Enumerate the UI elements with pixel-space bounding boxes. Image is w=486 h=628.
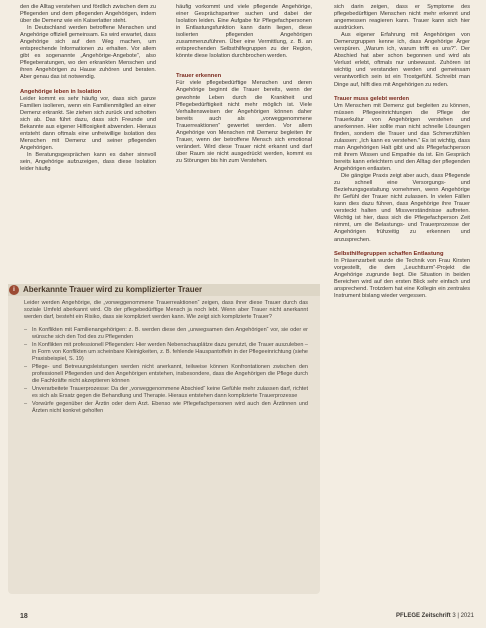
paragraph: Für viele pflegebedürftige Menschen und deren Angehörige beginnt die Trauer bereits, wenn der gewohnte Leben durch die Krankheit und Pflegebedürftigkeit nicht mehr möglich ist. Viele Verhaltensweisen der Angehörigen können daher bereits auch als „vorweggenommene Trauerreaktionen“ gewertet werden. Vor allem Angehörige von Menschen mit Demenz begleiten ihr Trauer, wenn der betroffene Mensch sich emotional verändert. Wird diese Trauer nicht erkannt und darf über Raum sie nicht ausgedrückt werden, kommt es zu Störungen bis hin zum Verstehen. [176, 80, 312, 164]
info-box [8, 284, 320, 594]
paragraph: In Deutschland werden betroffene Menschen und Angehörige offiziell gemeinsam. Es wird erwartet, dass Angehörige sich auf den Weg machen, um entsprechende Informationen zu erhalten. Vor allem gibt es sogenannte „Angehörige-Angebote“, also Pflegeberatungen, wo den erkrankten Menschen und ihren Angehörigen zu Hause zuhören und beraten. Aber genau das ist notwendig. [20, 25, 156, 81]
paragraph: sich darin zeigen, dass er Symptome des pflegebedürftigen Menschen nicht mehr erkennt und angemessen reagieren kann. Trauer kann sich hier ausdrücken. [334, 4, 470, 32]
paragraph: In Präsenzarbeit wurde die Technik von Frau Kirsten vorgestellt, die dem „Leuchtturm“-Projekt die Angehörige zugrunde liegt. Die Situation in beiden Bereichen wird auf den ersten Blick sehr einfach und ansprechend. Trotzdem hat eine Kollegin ein zentrales Instrument bislang wieder vergessen. [334, 257, 470, 299]
info-icon: i [9, 285, 19, 295]
list-item: – Vorwürfe gegenüber der Ärztin oder dem Arzt. Ebenso wie Pflegefachpersonen wird auch den Ärztinnen und Ärzten nicht konkret geholfen [24, 401, 308, 415]
issue-number: 3 | 2021 [452, 613, 474, 619]
list-item: – Pflege- und Betreuungsleistungen werden nicht anerkannt, teilweise können Konfrontationen zwischen den professionell Pflegenden und den Angehörigen entstehen, insbesondere, dass die Angehörigen die Pflege durch die Fachkräfte nicht akzeptieren können [24, 364, 308, 385]
info-box-title: Aberkannte Trauer wird zu komplizierter Trauer [23, 285, 203, 294]
paragraph: Um Menschen mit Demenz gut begleiten zu können, müssen Pflegeeinrichtungen die Pflege der Trauerkultur von Angehörigen verstehen und anerkennen. Hier sollte man nicht schnelle Lösungen finden, sondern die Trauer und das Schmerzfühlen zulassen: „Ich kann es verstehen.“ Es ist wichtig, dass man Angehörigen Halt gibt und als Pflegefachperson mit ihrem Wissen und Empathie da ist. Ein Gespräch bereits kann erleichtern und den Alltag der pflegenden Angehörigen entlasten. [334, 102, 470, 173]
section-heading: Angehörige leben in Isolation [20, 88, 102, 95]
info-box-list [24, 327, 308, 415]
text-column-1 [20, 4, 156, 173]
paragraph: Leider kommt es sehr häufig vor, dass sich ganze Familien isolieren, wenn ein Familienmitglied an einer Demenz erkrankt. Sie ziehen sich zurück und schotten sich ab. Das führt dazu, dass sich Freunde und Bekannte aus eigener Hilflosigkeit abwenden. Hieraus entsteht dann oftmals eine unfreiwillige Isolation des Menschen mit Demenz und seiner pflegenden Angehörigen. [20, 95, 156, 151]
text-column-3 [334, 4, 470, 624]
info-box-header [8, 284, 320, 296]
section-heading: Trauer muss gelebt werden [334, 95, 410, 102]
paragraph: Aus eigener Erfahrung mit Angehörigen von Demenzgruppen kenne ich, dass Angehörige Ärger verspüren. „Warum ich, warum trifft es uns?“. Der Abschied hat aber schon begonnen und wird als Verlust erlebt, oftmals nur unbewusst. Zuhören ist wichtig und verstanden werden und gemeinsam verantwortlich sein ist ein Trostgefühl. Schreibt man Dinge auf, hilft dies mit Angehörigen zu reden. [334, 32, 470, 88]
text-column-2 [176, 4, 312, 165]
list-item: – In Konflikten mit Familienangehörigen: z. B. werden diese den „unwegsamen den Angehörigen“ vor, sie oder er wünsche sich den Tod des zu Pflegenden [24, 327, 308, 341]
magazine-name: PFLEGE Zeitschrift [396, 613, 451, 619]
info-box-intro: Leider werden Angehörige, die „vorweggenommene Trauerreaktionen“ zeigen, dass ihrer diese Trauer durch das soziale Umfeld aberkannt wird. Ob der pflegebedürftige Mensch ja noch lebt. Wenn aber Trauer nicht anerkannt werden darf, besteht ein Risiko, dass sie kompliziert werden kann. Wie zeigt sich komplizierte Trauer? [24, 300, 308, 320]
paragraph: In Beratungsgesprächen kann es daher sinnvoll sein, Angehörige aufzuzeigen, dass diese Isolation leider häufig [20, 151, 156, 173]
section-heading: Trauer erkennen [176, 73, 222, 80]
paragraph: Die gängige Praxis zeigt aber auch, dass Pflegende zu schnell eine Versorgungs- und Beziehungsgestaltung vornehmen, wenn Angehörige ihr Gefühl der Trauer nicht zulassen. In vielen Fällen kann dies dazu führen, dass Angehörige ihre Trauer versteckt halten und Missverständnisse auftreten. Wichtig ist hier, dass sich die Pflegefachperson Zeit nimmt, um die Belastungs- und Trauerprozesse der Angehörigen frühzeitig zu erkennen und anzusprechen. [334, 173, 470, 243]
section-heading: Selbsthilfegruppen schaffen Entlastung [334, 250, 444, 257]
list-item: – In Konflikten mit professionell Pflegenden: Hier werden Nebenschauplätze dazu genutzt, die Trauer auszuleben – in Form von Konflikten um scheinbare Kleinigkeiten, z. B. fehlende Hauspantoffeln in der Pflegeeinrichtung (siehe Praxisbeispiel, S. 19) [24, 342, 308, 363]
info-box-body [24, 300, 308, 416]
page-number: 18 [20, 613, 28, 620]
paragraph: häufig vorkommt und viele pflegende Angehörige, einer Gesprächspartner suchen und dabei der Isolation leiden. Eine Aufgabe für Pflegefachpersonen in Entlastungsfunktion kann darin liegen, diese isolierten pflegenden Angehörigen zusammenzuführen. Über eine Vermittlung, z. B. an entsprechenden Selbsthilfegruppen zu der Region, könnte diese Isolation durchbrochen werden. [176, 4, 312, 60]
paragraph: den die Alltag verstehen und fördlich zwischen dem zu Pflegenden und dem pflegenden Angehörigen, indem über die Demenz wie ein Kaiserlatter steht. [20, 4, 156, 25]
list-item: – Unverarbeitete Trauerprozesse: Da der „vorweggenommene Abschied“ keine Gefühle mehr zulassen darf, richtet es sich als Ersatz gegen die Behandlung und Therapie. Hieraus entstehen dann komplizierte Trauerprozesse [24, 386, 308, 400]
footer-publication [396, 613, 474, 619]
